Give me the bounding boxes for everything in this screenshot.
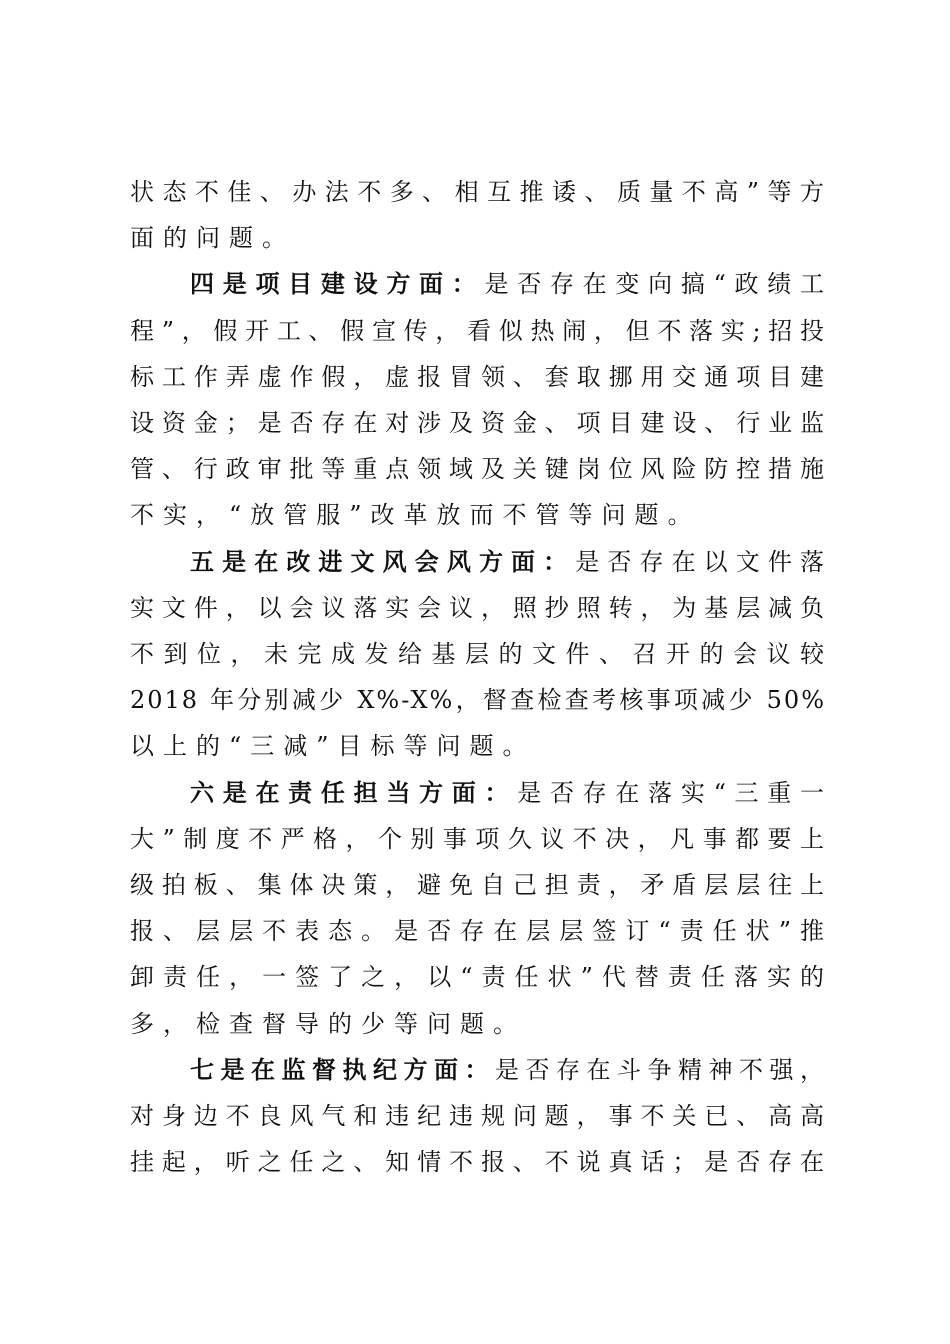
text-line bbox=[130, 865, 826, 905]
text-line bbox=[130, 1096, 826, 1136]
line-text: 状态不佳、办法不多、相互推诿、质量不高”等方 bbox=[130, 178, 826, 206]
section-heading: 四是项目建设方面： bbox=[190, 269, 485, 299]
text-line bbox=[130, 1142, 826, 1182]
line-text: 是否存在斗争精神不强， bbox=[495, 1055, 826, 1084]
line-text: 实文件，以会议落实会议，照抄照转，为基层减负 bbox=[130, 593, 826, 622]
line-text: 2018 年分别减少 X%-X%，督查检查考核事项减少 50% bbox=[130, 686, 826, 715]
text-line bbox=[130, 218, 826, 258]
line-text: 是否存在变向搞“政绩工 bbox=[484, 270, 826, 299]
paragraph-first-line bbox=[190, 264, 826, 304]
text-line bbox=[130, 819, 826, 859]
text-line bbox=[130, 911, 826, 951]
text-line bbox=[130, 588, 826, 628]
line-text: 是否存在落实“三重一 bbox=[517, 778, 827, 807]
text-line bbox=[130, 357, 826, 397]
text-line bbox=[130, 495, 826, 535]
line-text: 面的问题。 bbox=[130, 224, 295, 253]
line-text: 报、层层不表态。是否存在层层签订“责任状”推 bbox=[130, 917, 826, 946]
line-text: 以上的“三减”目标等问题。 bbox=[130, 732, 536, 761]
text-line bbox=[130, 172, 826, 212]
line-text: 级拍板、集体决策，避免自己担责，矛盾层层往上 bbox=[130, 871, 826, 899]
text-line bbox=[130, 957, 826, 997]
paragraph-first-line bbox=[190, 1050, 826, 1090]
line-text: 程”，假开工、假宣传，看似热闹，但不落实;招投 bbox=[130, 316, 826, 345]
paragraph-first-line bbox=[190, 773, 826, 813]
line-text: 对身边不良风气和违纪违规问题，事不关已、高高 bbox=[130, 1102, 826, 1130]
section-heading: 五是在改进文风会风方面： bbox=[190, 546, 576, 576]
paragraph-first-line bbox=[190, 542, 826, 582]
text-line bbox=[130, 634, 826, 674]
text-line bbox=[130, 726, 826, 766]
line-text: 卸责任，一签了之，以“责任状”代替责任落实的 bbox=[130, 963, 826, 992]
text-line bbox=[130, 680, 826, 720]
text-line bbox=[130, 311, 826, 351]
line-text: 管、行政审批等重点领域及关键岗位风险防控措施 bbox=[130, 455, 826, 484]
line-text: 大”制度不严格，个别事项久议不决，凡事都要上 bbox=[130, 824, 826, 853]
section-heading: 六是在责任担当方面： bbox=[190, 777, 518, 807]
section-heading: 七是在监督执纪方面： bbox=[190, 1054, 495, 1084]
line-text: 不到位，未完成发给基层的文件、召开的会议较 bbox=[130, 640, 826, 668]
text-line bbox=[130, 1004, 826, 1044]
text-line bbox=[130, 449, 826, 489]
line-text: 挂起，听之任之、知情不报、不说真话；是否存在 bbox=[130, 1148, 826, 1177]
line-text: 标工作弄虚作假，虚报冒领、套取挪用交通项目建 bbox=[130, 362, 826, 391]
line-text: 不实，“放管服”改革放而不管等问题。 bbox=[130, 501, 701, 530]
line-text: 多，检查督导的少等问题。 bbox=[130, 1009, 526, 1038]
line-text: 是否存在以文件落 bbox=[575, 547, 827, 576]
line-text: 设资金；是否存在对涉及资金、项目建设、行业监 bbox=[130, 409, 826, 437]
text-line bbox=[130, 403, 826, 443]
